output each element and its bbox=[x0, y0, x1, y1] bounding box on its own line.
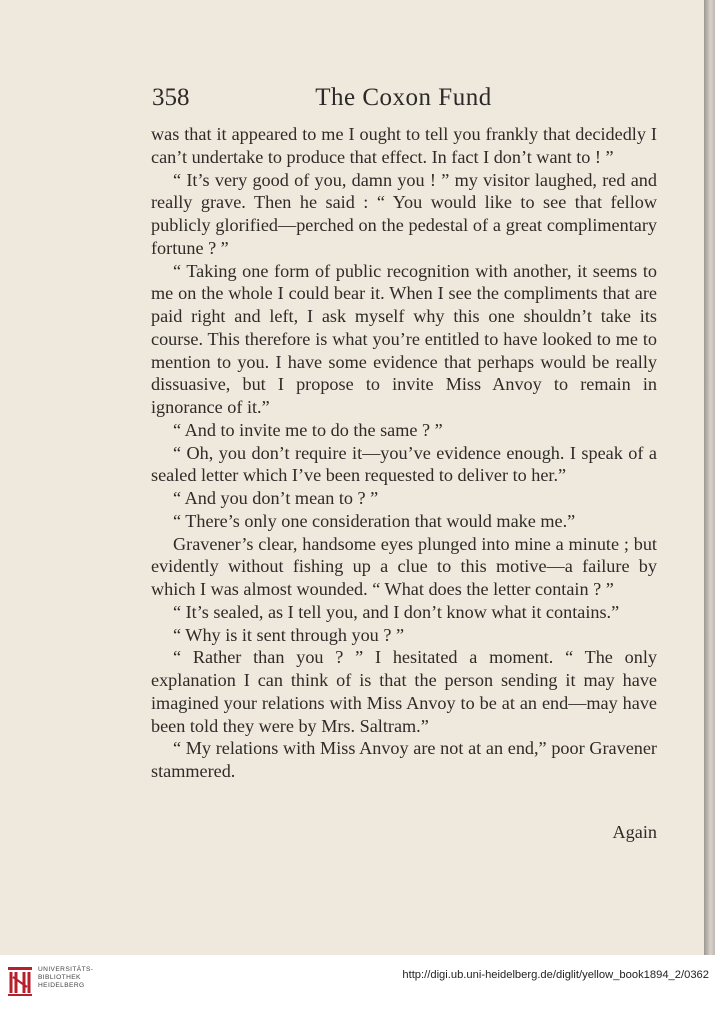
footer-bar bbox=[0, 955, 715, 1011]
paragraph: “ It’s sealed, as I tell you, and I don’t know what it contains.” bbox=[173, 601, 620, 622]
paragraph: “ And to invite me to do the same ? ” bbox=[173, 419, 443, 440]
paragraph: “ And you don’t mean to ? ” bbox=[173, 488, 379, 508]
paragraph: “ Taking one form of public recognition with another, it seems to me on the whole I could bear it. When I see the compliments that are paid right and left, I ask myself why this one shouldn’t take its course. This therefore is what you’re entitled to have looked to me to mention to you. I have some evidence that perhaps would be really dissuasive, but I propose to invite Miss Anvoy to remain in ignorance of it.” bbox=[151, 260, 657, 417]
paragraph: “ There’s only one consideration that would make me.” bbox=[173, 510, 576, 531]
library-logo-icon bbox=[6, 963, 34, 997]
body-text bbox=[151, 123, 657, 783]
library-name-line: HEIDELBERG bbox=[38, 982, 85, 989]
paragraph: “ It’s very good of you, damn you ! ” my visitor laughed, red and really grave. Then he said : “ You would like to see that fellow publicly glorified—perched on the pedestal of a great complimentary fortune ? ” bbox=[151, 169, 657, 258]
library-name-line: UNIVERSITÄTS- bbox=[38, 966, 94, 973]
book-gutter bbox=[704, 0, 715, 955]
source-url[interactable]: http://digi.ub.uni-heidelberg.de/diglit/yellow_book1894_2/0362 bbox=[402, 969, 709, 981]
page-number: 358 bbox=[152, 84, 190, 111]
paragraph: “ Why is it sent through you ? ” bbox=[173, 624, 405, 645]
catchword: Again bbox=[612, 822, 657, 842]
paragraph: “ Oh, you don’t require it—you’ve evidence enough. I speak of a sealed letter which I’ve been requested to deliver to her.” bbox=[151, 442, 657, 486]
library-name-line: BIBLIOTHEK bbox=[38, 974, 81, 981]
paragraph: Gravener’s clear, handsome eyes plunged into mine a minute ; but evidently without fishing up a clue to this motive—a failure by which I was almost wounded. “ What does the letter contain ? ” bbox=[151, 533, 657, 599]
library-name bbox=[38, 966, 93, 990]
running-title: The Coxon Fund bbox=[315, 84, 492, 111]
paragraph: “ Rather than you ? ” I hesitated a moment. “ The only explanation I can think of is that the person sending it may have imagined your relations with Miss Anvoy to be at an end—may have been told they were by Mrs. Saltram.” bbox=[151, 647, 657, 736]
university-library-logo bbox=[6, 963, 34, 1001]
paragraph: “ My relations with Miss Anvoy are not at an end,” poor Gravener stammered. bbox=[151, 738, 657, 781]
paragraph: was that it appeared to me I ought to tell you frankly that decidedly I can’t undertake to produce that effect. In fact I don’t want to ! ” bbox=[151, 124, 657, 167]
